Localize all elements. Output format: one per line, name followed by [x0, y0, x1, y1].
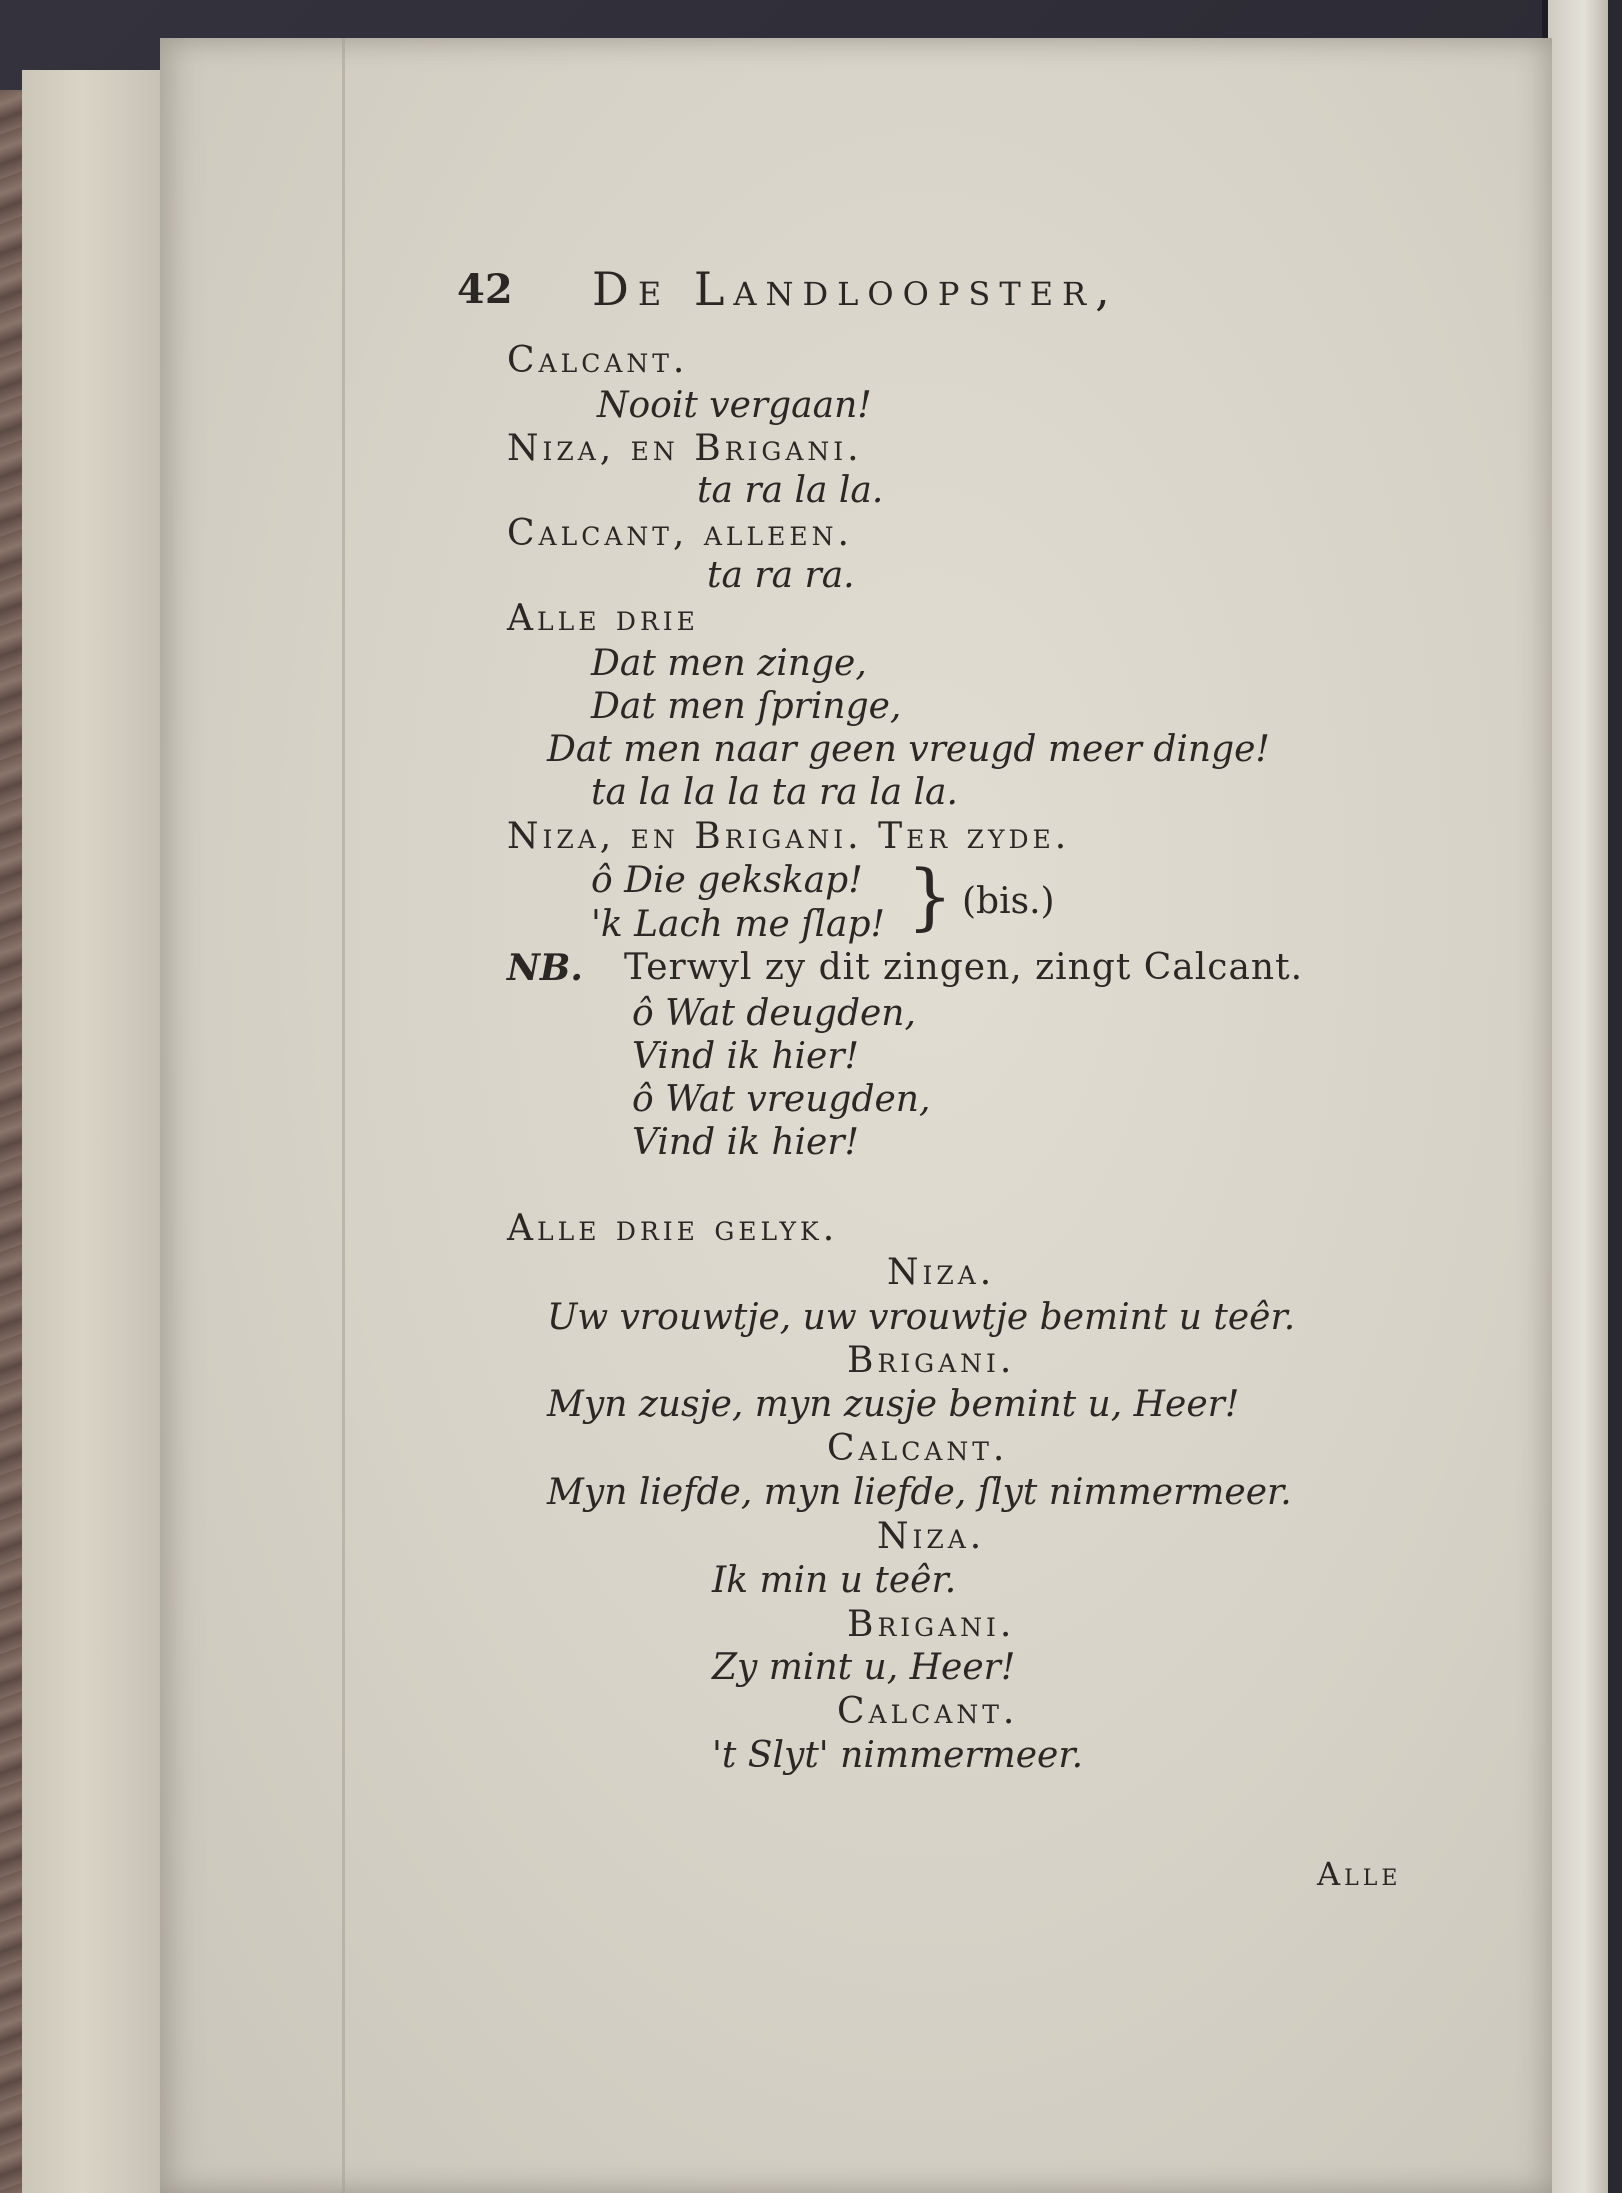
speaker-name: Niza.: [887, 1252, 996, 1293]
verse-line: Nooit vergaan!: [597, 385, 872, 426]
repeat-marker: (bis.): [962, 881, 1055, 922]
speaker-name: Niza, en Brigani. Ter zyde.: [507, 816, 1071, 857]
verse-line: ô Die gekskap!: [591, 860, 863, 901]
speaker-name: Calcant.: [507, 340, 689, 381]
verse-line: Dat men naar geen vreugd meer dinge!: [547, 729, 1270, 770]
speaker-name: Calcant, alleen.: [507, 513, 853, 554]
verse-line: Ik min u teêr.: [712, 1560, 957, 1601]
verse-line: Dat men zinge,: [591, 643, 867, 684]
verse-line: 'k Lach me ſlap!: [591, 904, 886, 945]
catchword: Alle: [1317, 1855, 1402, 1893]
verse-line: ô Wat vreugden,: [632, 1079, 931, 1120]
verse-line: Vind ik hier!: [632, 1036, 860, 1077]
book-page: [160, 38, 1552, 2193]
verse-line: Myn liefde, myn liefde, ſlyt nimmermeer.: [547, 1472, 1292, 1513]
verse-line: ô Wat deugden,: [632, 993, 916, 1034]
page-number: 42: [457, 266, 513, 313]
verse-line: Vind ik hier!: [632, 1122, 860, 1163]
speaker-name: Brigani.: [847, 1340, 1016, 1381]
verse-line: Uw vrouwtje, uw vrouwtje bemint u teêr.: [547, 1297, 1296, 1338]
speaker-name: Alle drie gelyk.: [507, 1208, 839, 1249]
verse-line: ta ra la la.: [697, 470, 884, 511]
verse-line: Dat men ſpringe,: [591, 686, 902, 727]
stage-direction: Terwyl zy dit zingen, zingt Calcant.: [624, 947, 1304, 988]
nota-bene: NB.: [507, 947, 583, 989]
facing-page-edge: [1548, 0, 1608, 2193]
speaker-name: Niza.: [877, 1516, 986, 1557]
speaker-name: Calcant.: [837, 1691, 1019, 1732]
verse-line: ta ra ra.: [707, 555, 855, 596]
speaker-name: Alle drie: [507, 598, 699, 639]
speaker-name: Brigani.: [847, 1604, 1016, 1645]
curly-brace-icon: }: [907, 854, 953, 938]
verse-line: Zy mint u, Heer!: [712, 1647, 1016, 1688]
verse-line: 't Slyt' nimmermeer.: [712, 1735, 1084, 1776]
running-title: De Landloopster,: [592, 262, 1119, 316]
speaker-name: Niza, en Brigani.: [507, 428, 863, 469]
page-stack-edge: [22, 70, 174, 2193]
speaker-name: Calcant.: [827, 1428, 1009, 1469]
page-fold-line: [342, 38, 345, 2193]
verse-line: ta la la la ta ra la la.: [591, 772, 958, 813]
verse-line: Myn zusje, myn zusje bemint u, Heer!: [547, 1384, 1240, 1425]
